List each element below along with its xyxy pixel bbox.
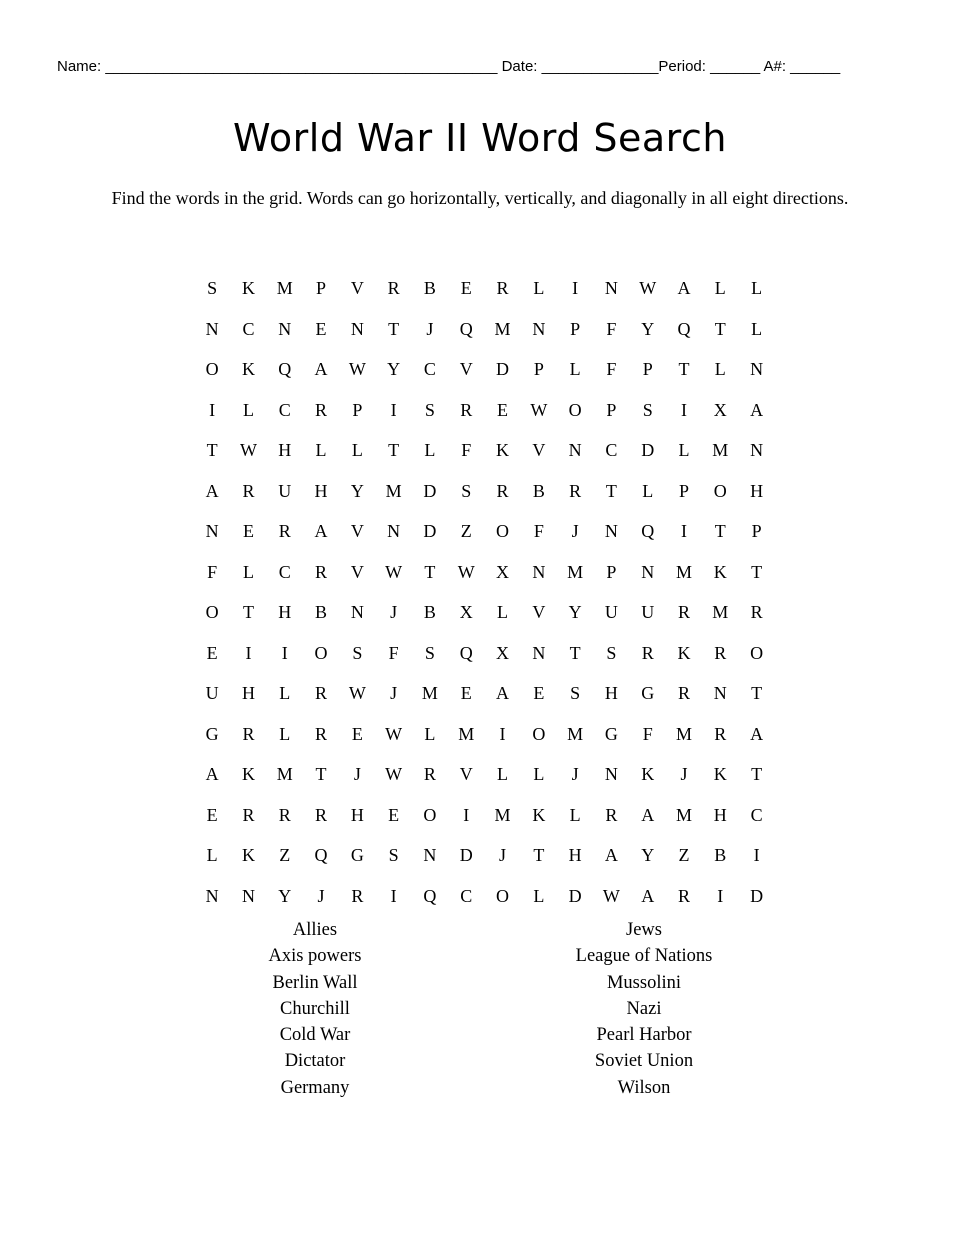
grid-letter[interactable]: P	[533, 359, 544, 379]
grid-letter[interactable]: T	[605, 480, 617, 501]
grid-letter[interactable]: I	[753, 845, 760, 865]
grid-letter[interactable]: G	[641, 683, 655, 703]
grid-letter[interactable]: T	[388, 440, 400, 460]
grid-letter[interactable]: T	[388, 318, 400, 339]
grid-letter[interactable]: I	[390, 885, 397, 906]
grid-letter[interactable]: R	[351, 885, 364, 906]
grid-letter[interactable]: J	[390, 683, 398, 703]
grid-letter[interactable]: Y	[568, 602, 582, 622]
grid-letter[interactable]: W	[385, 723, 403, 744]
grid-letter[interactable]: W	[385, 561, 403, 582]
grid-letter[interactable]: N	[350, 318, 364, 339]
grid-letter[interactable]: P	[642, 359, 653, 379]
grid-letter[interactable]: F	[642, 723, 653, 744]
grid-letter[interactable]: M	[385, 480, 402, 501]
grid-letter[interactable]: S	[424, 642, 435, 663]
grid-letter[interactable]: U	[641, 602, 655, 622]
grid-letter[interactable]: J	[571, 764, 579, 784]
word-list-item: Axis powers	[268, 946, 362, 967]
grid-letter[interactable]: O	[496, 885, 510, 906]
grid-letter[interactable]: A	[677, 278, 691, 298]
grid-letter[interactable]: C	[460, 885, 473, 906]
grid-letter[interactable]: M	[712, 440, 729, 460]
grid-letter[interactable]: D	[750, 885, 764, 906]
grid-letter[interactable]: N	[532, 561, 546, 582]
grid-letter[interactable]: N	[604, 521, 618, 541]
grid-letter[interactable]: Q	[459, 318, 473, 339]
grid-letter[interactable]: X	[713, 399, 727, 420]
grid-letter[interactable]: R	[714, 642, 727, 663]
grid-letter[interactable]: N	[205, 521, 219, 541]
grid-letter[interactable]: F	[388, 642, 399, 663]
grid-letter[interactable]: N	[641, 561, 655, 582]
grid-letter[interactable]: C	[423, 359, 436, 379]
grid-letter[interactable]: A	[496, 683, 510, 703]
grid-letter[interactable]: B	[532, 480, 545, 501]
word-list-item: Wilson	[617, 1077, 671, 1098]
grid-letter[interactable]: T	[206, 440, 218, 460]
grid-letter[interactable]: L	[424, 723, 436, 744]
grid-letter[interactable]: N	[241, 885, 255, 906]
grid-letter[interactable]: W	[457, 561, 475, 582]
grid-letter[interactable]: A	[641, 804, 655, 825]
grid-letter[interactable]: Y	[278, 885, 292, 906]
grid-letter[interactable]: N	[532, 642, 546, 663]
grid-letter[interactable]: E	[497, 399, 509, 420]
grid-letter[interactable]: N	[532, 318, 546, 339]
grid-letter[interactable]: P	[352, 399, 363, 420]
grid-letter[interactable]: W	[348, 683, 366, 703]
grid-letter[interactable]: I	[681, 399, 687, 420]
grid-letter[interactable]: R	[496, 480, 509, 501]
word-list-item: Churchill	[280, 998, 350, 1019]
grid-letter[interactable]: F	[207, 561, 218, 582]
grid-letter[interactable]: R	[315, 399, 328, 420]
grid-letter[interactable]: W	[530, 399, 548, 420]
grid-letter[interactable]: H	[713, 804, 727, 825]
grid-letter[interactable]: R	[641, 642, 654, 663]
grid-letter[interactable]: B	[423, 278, 436, 298]
grid-letter[interactable]: T	[751, 683, 763, 703]
grid-letter[interactable]: R	[678, 885, 691, 906]
grid-letter[interactable]: R	[278, 521, 291, 541]
grid-letter[interactable]: N	[604, 764, 618, 784]
grid-letter[interactable]: R	[387, 278, 400, 298]
grid-letter[interactable]: R	[315, 723, 328, 744]
grid-letter[interactable]: D	[423, 480, 437, 501]
grid-letter[interactable]: L	[497, 602, 509, 622]
word-list-item: Cold War	[279, 1025, 351, 1046]
word-list-item: Allies	[292, 920, 338, 940]
grid-letter[interactable]: W	[639, 278, 657, 298]
grid-letter[interactable]: J	[353, 764, 361, 784]
grid-letter[interactable]: K	[641, 764, 655, 784]
grid-letter[interactable]: R	[605, 804, 618, 825]
grid-letter[interactable]: R	[569, 480, 582, 501]
grid-letter[interactable]: T	[751, 561, 763, 582]
grid-letter[interactable]: L	[279, 723, 291, 744]
grid-letter[interactable]: M	[276, 764, 293, 784]
grid-letter[interactable]: J	[426, 318, 434, 339]
grid-letter[interactable]: N	[387, 521, 401, 541]
grid-letter[interactable]: M	[494, 318, 511, 339]
grid-letter[interactable]: D	[459, 845, 473, 865]
grid-letter[interactable]: L	[714, 278, 726, 298]
grid-letter[interactable]: T	[242, 602, 254, 622]
grid-letter[interactable]: I	[390, 399, 397, 420]
grid-letter[interactable]: X	[459, 602, 473, 622]
grid-letter[interactable]: T	[533, 845, 545, 865]
grid-letter[interactable]: O	[750, 642, 764, 663]
grid-letter[interactable]: O	[713, 480, 727, 501]
grid-letter[interactable]: O	[423, 804, 437, 825]
grid-letter[interactable]: R	[242, 723, 255, 744]
grid-letter[interactable]: J	[499, 845, 507, 865]
grid-letter[interactable]: I	[572, 278, 579, 298]
word-list-item: Berlin Wall	[272, 972, 358, 993]
grid-letter[interactable]: T	[315, 764, 327, 784]
grid-letter[interactable]: V	[350, 521, 364, 541]
grid-letter[interactable]: S	[642, 399, 653, 420]
grid-letter[interactable]: L	[315, 440, 327, 460]
grid-letter[interactable]: H	[278, 440, 292, 460]
grid-letter[interactable]: C	[278, 561, 291, 582]
grid-letter[interactable]: S	[570, 683, 581, 703]
grid-letter[interactable]: R	[460, 399, 473, 420]
grid-letter[interactable]: A	[641, 885, 655, 906]
grid-letter[interactable]: L	[678, 440, 690, 460]
word-list-right	[514, 917, 774, 1101]
grid-letter[interactable]: C	[750, 804, 763, 825]
grid-letter[interactable]: E	[533, 683, 545, 703]
grid-letter[interactable]: V	[350, 278, 364, 298]
grid-letter[interactable]: U	[604, 602, 618, 622]
grid-letter[interactable]: H	[568, 845, 582, 865]
grid-letter[interactable]: N	[205, 318, 219, 339]
word-list-item: Pearl Harbor	[596, 1025, 692, 1046]
grid-letter[interactable]: A	[314, 521, 328, 541]
grid-letter[interactable]: E	[460, 683, 472, 703]
grid-letter[interactable]: S	[352, 642, 363, 663]
grid-letter[interactable]: S	[606, 642, 617, 663]
grid-letter[interactable]: M	[276, 278, 293, 298]
grid-letter[interactable]: H	[241, 683, 255, 703]
grid-letter[interactable]: I	[681, 521, 687, 541]
grid-letter[interactable]: E	[206, 804, 218, 825]
grid-letter[interactable]: F	[461, 440, 472, 460]
grid-letter[interactable]: L	[642, 480, 654, 501]
grid-letter[interactable]: H	[314, 480, 328, 501]
instructions: Find the words in the grid. Words can go horizontally, vertically, and diagonally in all eight directions.	[111, 188, 849, 208]
grid-letter[interactable]: D	[496, 359, 510, 379]
grid-letter[interactable]: R	[315, 804, 328, 825]
grid-letter[interactable]: K	[677, 642, 691, 663]
grid-letter[interactable]: R	[750, 602, 763, 622]
grid-letter[interactable]: P	[606, 399, 617, 420]
grid-letter[interactable]: S	[388, 845, 399, 865]
word-list-item: Dictator	[284, 1051, 346, 1072]
grid-letter[interactable]: K	[241, 845, 255, 865]
grid-letter[interactable]: M	[567, 723, 584, 744]
grid-letter[interactable]: M	[421, 683, 438, 703]
grid-letter[interactable]: O	[568, 399, 582, 420]
grid-letter[interactable]: R	[242, 480, 255, 501]
word-list-item: Jews	[626, 920, 662, 940]
grid-letter[interactable]: C	[278, 399, 291, 420]
grid-letter[interactable]: H	[350, 804, 364, 825]
student-info-line: Name: _______________________________________________ Date: ______________Period: ______ A#: ______	[57, 58, 841, 75]
grid-letter[interactable]: V	[459, 764, 473, 784]
grid-letter[interactable]: K	[713, 561, 727, 582]
grid-letter[interactable]: N	[205, 885, 219, 906]
grid-letter[interactable]: W	[385, 764, 403, 784]
grid-letter[interactable]: N	[604, 278, 618, 298]
grid-letter[interactable]: Y	[641, 318, 655, 339]
grid-letter[interactable]: R	[496, 278, 509, 298]
grid-letter[interactable]: L	[206, 845, 218, 865]
grid-letter[interactable]: Q	[314, 845, 328, 865]
grid-letter[interactable]: O	[532, 723, 546, 744]
grid-letter[interactable]: K	[241, 359, 255, 379]
grid-letter[interactable]: T	[424, 561, 436, 582]
grid-letter[interactable]: J	[571, 521, 579, 541]
grid-letter[interactable]: Q	[677, 318, 691, 339]
grid-letter[interactable]: K	[241, 278, 255, 298]
grid-letter[interactable]: E	[206, 642, 218, 663]
grid-letter[interactable]: R	[278, 804, 291, 825]
grid-letter[interactable]: Q	[459, 642, 473, 663]
grid-letter[interactable]: K	[532, 804, 546, 825]
grid-letter[interactable]: F	[533, 521, 544, 541]
grid-letter[interactable]: O	[314, 642, 328, 663]
grid-letter[interactable]: P	[316, 278, 327, 298]
word-list-item: Soviet Union	[594, 1051, 694, 1072]
grid-letter[interactable]: L	[569, 359, 581, 379]
grid-letter[interactable]: L	[569, 804, 581, 825]
grid-letter[interactable]: Q	[278, 359, 292, 379]
grid-letter[interactable]: M	[676, 561, 693, 582]
grid-letter[interactable]: L	[533, 764, 545, 784]
grid-letter[interactable]: R	[423, 764, 436, 784]
grid-letter[interactable]: V	[350, 561, 364, 582]
grid-letter[interactable]: V	[532, 602, 546, 622]
word-list-item: Nazi	[626, 998, 662, 1019]
grid-letter[interactable]: P	[606, 561, 617, 582]
grid-letter[interactable]: T	[569, 642, 581, 663]
grid-letter[interactable]: D	[641, 440, 655, 460]
grid-letter[interactable]: O	[205, 359, 219, 379]
grid-letter[interactable]: H	[604, 683, 618, 703]
grid-letter[interactable]: M	[676, 723, 693, 744]
grid-letter[interactable]: M	[567, 561, 584, 582]
letter-grid	[194, 274, 775, 922]
grid-letter[interactable]: Y	[350, 480, 364, 501]
word-list-item: Germany	[280, 1077, 350, 1098]
grid-letter[interactable]: H	[750, 480, 764, 501]
grid-letter[interactable]: L	[751, 318, 763, 339]
grid-letter[interactable]: G	[350, 845, 364, 865]
grid-letter[interactable]: E	[460, 278, 472, 298]
grid-letter[interactable]: G	[604, 723, 618, 744]
grid-letter[interactable]: T	[714, 521, 726, 541]
grid-letter[interactable]: A	[750, 723, 764, 744]
grid-letter[interactable]: L	[497, 764, 509, 784]
grid-letter[interactable]: Y	[387, 359, 401, 379]
grid-letter[interactable]: R	[678, 683, 691, 703]
grid-letter[interactable]: O	[496, 521, 510, 541]
grid-letter[interactable]: V	[459, 359, 473, 379]
grid-letter[interactable]: R	[714, 723, 727, 744]
grid-letter[interactable]: N	[423, 845, 437, 865]
grid-letter[interactable]: S	[207, 278, 218, 298]
grid-letter[interactable]: L	[533, 885, 545, 906]
grid-letter[interactable]: I	[245, 642, 252, 663]
grid-letter[interactable]: A	[205, 764, 219, 784]
grid-letter[interactable]: N	[750, 440, 764, 460]
grid-letter[interactable]: J	[390, 602, 398, 622]
grid-letter[interactable]: Q	[641, 521, 655, 541]
grid-letter[interactable]: Z	[279, 845, 291, 865]
grid-letter[interactable]: X	[496, 561, 510, 582]
grid-letter[interactable]: B	[315, 602, 328, 622]
grid-letter[interactable]: V	[532, 440, 546, 460]
grid-letter[interactable]: T	[751, 764, 763, 784]
grid-letter[interactable]: N	[350, 602, 364, 622]
grid-letter[interactable]: F	[606, 318, 617, 339]
grid-letter[interactable]: A	[604, 845, 618, 865]
grid-letter[interactable]: M	[458, 723, 475, 744]
grid-letter[interactable]: W	[602, 885, 620, 906]
grid-letter[interactable]: P	[751, 521, 762, 541]
grid-letter[interactable]: L	[279, 683, 291, 703]
grid-letter[interactable]: S	[424, 399, 435, 420]
word-list-left	[185, 917, 445, 1101]
word-list-item: League of Nations	[575, 946, 713, 967]
grid-letter[interactable]: L	[351, 440, 363, 460]
page-title: World War II Word Search	[233, 116, 727, 160]
grid-letter[interactable]: L	[242, 399, 254, 420]
grid-letter[interactable]: H	[278, 602, 292, 622]
grid-letter[interactable]: B	[423, 602, 436, 622]
grid-letter[interactable]: L	[714, 359, 726, 379]
grid-letter[interactable]: Y	[641, 845, 655, 865]
grid-letter[interactable]: E	[315, 318, 327, 339]
grid-letter[interactable]: W	[348, 359, 366, 379]
grid-letter[interactable]: I	[281, 642, 288, 663]
grid-letter[interactable]: B	[714, 845, 727, 865]
grid-letter[interactable]: L	[424, 440, 436, 460]
grid-letter[interactable]: G	[205, 723, 219, 744]
grid-letter[interactable]: P	[679, 480, 690, 501]
grid-letter[interactable]: J	[317, 885, 325, 906]
grid-letter[interactable]: U	[205, 683, 219, 703]
grid-letter[interactable]: M	[712, 602, 729, 622]
grid-letter[interactable]: K	[241, 764, 255, 784]
grid-letter[interactable]: T	[678, 359, 690, 379]
grid-letter[interactable]: E	[242, 521, 254, 541]
grid-letter[interactable]: S	[461, 480, 472, 501]
grid-letter[interactable]: X	[496, 642, 510, 663]
grid-letter[interactable]: A	[314, 359, 328, 379]
grid-letter[interactable]: I	[499, 723, 506, 744]
grid-letter[interactable]: P	[570, 318, 581, 339]
grid-letter[interactable]: L	[242, 561, 254, 582]
grid-letter[interactable]: T	[714, 318, 726, 339]
grid-letter[interactable]: M	[494, 804, 511, 825]
word-list-item: Mussolini	[606, 972, 682, 993]
grid-letter[interactable]: Z	[678, 845, 690, 865]
grid-letter[interactable]: O	[205, 602, 219, 622]
grid-letter[interactable]: R	[678, 602, 691, 622]
grid-letter[interactable]: A	[205, 480, 219, 501]
grid-letter[interactable]: U	[278, 480, 292, 501]
grid-letter[interactable]: L	[751, 278, 763, 298]
grid-letter[interactable]: I	[209, 399, 216, 420]
grid-letter[interactable]: R	[315, 561, 328, 582]
grid-letter[interactable]: C	[242, 318, 255, 339]
grid-letter[interactable]: J	[680, 764, 688, 784]
grid-letter[interactable]: M	[676, 804, 693, 825]
grid-letter[interactable]: R	[315, 683, 328, 703]
grid-letter[interactable]: D	[568, 885, 582, 906]
grid-letter[interactable]: K	[496, 440, 510, 460]
grid-letter[interactable]: Q	[423, 885, 437, 906]
grid-letter[interactable]: I	[463, 804, 470, 825]
grid-letter[interactable]: N	[713, 683, 727, 703]
grid-letter[interactable]: W	[239, 440, 257, 460]
grid-letter[interactable]: E	[351, 723, 363, 744]
grid-letter[interactable]: L	[533, 278, 545, 298]
grid-letter[interactable]: I	[717, 885, 724, 906]
grid-letter[interactable]: N	[750, 359, 764, 379]
grid-letter[interactable]: N	[568, 440, 582, 460]
grid-letter[interactable]: F	[606, 359, 617, 379]
grid-letter[interactable]: R	[242, 804, 255, 825]
grid-letter[interactable]: E	[388, 804, 400, 825]
grid-letter[interactable]: A	[750, 399, 764, 420]
grid-letter[interactable]: Z	[460, 521, 472, 541]
grid-letter[interactable]: D	[423, 521, 437, 541]
grid-letter[interactable]: K	[713, 764, 727, 784]
grid-letter[interactable]: N	[278, 318, 292, 339]
grid-letter[interactable]: C	[605, 440, 618, 460]
